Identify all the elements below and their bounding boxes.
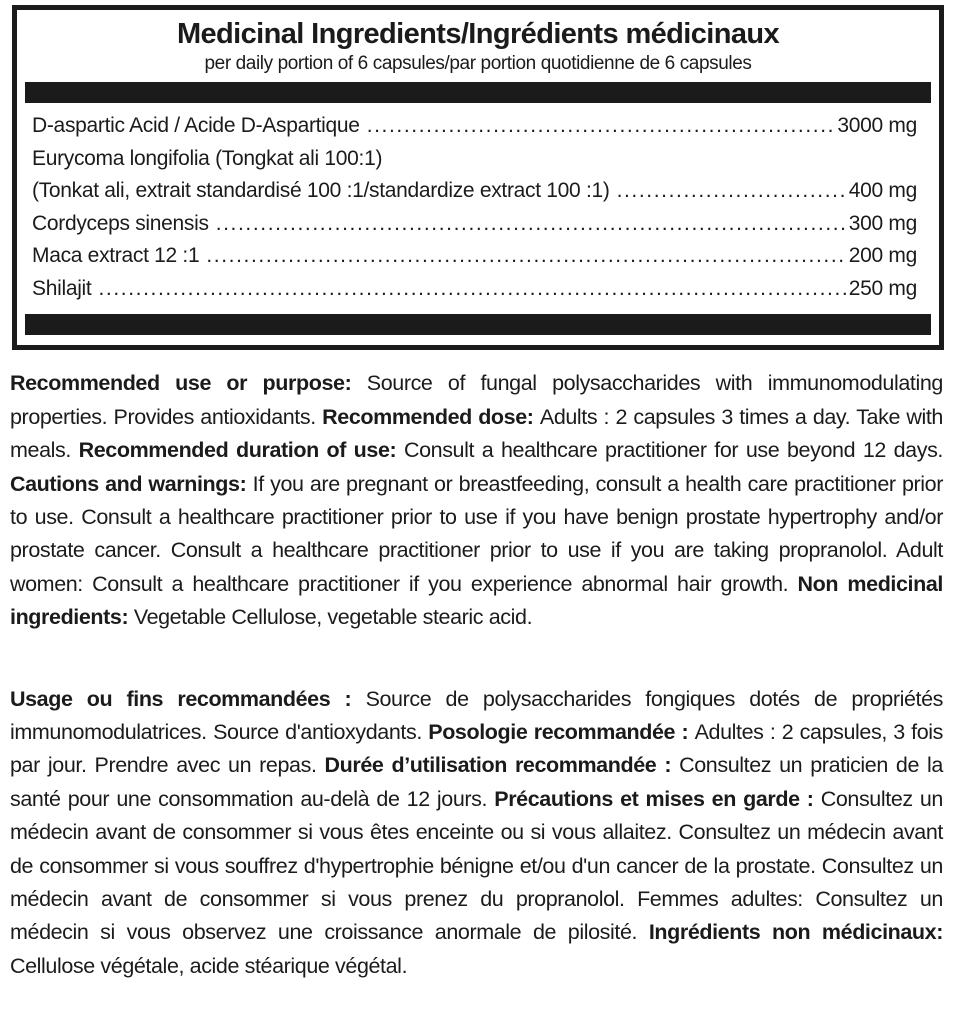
divider-bar-bottom <box>25 314 931 335</box>
bold-run: Non medicinal ingredients: <box>10 571 943 630</box>
bold-run: Durée d’utilisation recommandée : <box>324 753 680 778</box>
divider-bar-top <box>25 82 931 103</box>
bold-run: Cautions and warnings: <box>10 471 253 496</box>
ingredient-row <box>32 110 917 143</box>
bold-run: Ingrédients non médicinaux: <box>648 920 943 945</box>
bold-run: Précautions et mises en garde : <box>494 786 821 811</box>
ingredient-list <box>17 103 939 314</box>
dot-leader <box>98 273 846 306</box>
ingredient-name: Cordyceps sinensis <box>32 211 209 235</box>
ingredient-row <box>32 273 917 306</box>
panel-subtitle: per daily portion of 6 capsules/par portion quotidienne de 6 capsules <box>204 53 752 75</box>
panel-title: Medicinal Ingredients/Ingrédients médicinaux <box>176 18 780 50</box>
dot-leader <box>206 240 846 273</box>
ingredient-value: 300 mg <box>848 211 917 235</box>
ingredient-row <box>32 208 917 241</box>
ingredient-name: Shilajit <box>32 276 92 300</box>
ingredient-row <box>32 175 917 208</box>
dot-leader <box>617 175 847 208</box>
ingredient-name: Maca extract 12 :1 <box>32 244 200 268</box>
bold-run: Recommended use or purpose: <box>10 371 367 396</box>
text-run: Adults : 2 capsules 3 times a day. Take with meals. <box>10 404 943 463</box>
ingredient-row <box>32 143 917 176</box>
text-run: If you are pregnant or breastfeeding, consult a health care practitioner prior to use. Consult a healthcare practitioner prior to use if you have benign prostate hypertrophy and/or prostate cancer. Consult a healthcare practitioner prior to use if you are taking propranolol. Adult women: Consult a healthcare practitioner if you experience abnormal hair growth. <box>10 471 943 596</box>
medicinal-ingredients-panel <box>12 5 944 350</box>
ingredient-name: Eurycoma longifolia (Tongkat ali 100:1) <box>32 146 383 170</box>
text-run: Cellulose végétale, acide stéarique végétal. <box>10 953 408 978</box>
english-directions-paragraph <box>10 367 943 634</box>
bold-run: Posologie recommandée : <box>428 720 695 744</box>
ingredient-name: D-aspartic Acid / Acide D-Aspartique <box>32 114 360 138</box>
ingredient-row <box>32 240 917 273</box>
text-run: Source de polysaccharides fongiques dotés de propriétés immunomodulatrices. Source d'antioxydants. <box>10 686 943 744</box>
text-run: Vegetable Cellulose, vegetable stearic acid. <box>133 605 533 630</box>
text-run: Consultez un médecin avant de consommer si vous êtes enceinte ou si vous allaitez. Consultez un médecin avant de consommer si vous souffrez d'hypertrophie bénigne et/ou d'un cancer de la prostate. Consultez un médecin avant de consommer si vous prenez du propranolol. Femmes adultes: Consultez un médecin si vous observez une croissance anormale de pilosité. <box>10 786 943 945</box>
ingredient-value: 200 mg <box>848 244 917 268</box>
ingredient-value: 3000 mg <box>837 114 917 138</box>
french-directions-paragraph <box>10 683 943 984</box>
ingredient-value: 250 mg <box>848 276 917 300</box>
text-run: Consult a healthcare practitioner for use beyond 12 days. <box>403 438 944 463</box>
dot-leader <box>367 110 836 143</box>
dot-leader <box>216 208 847 241</box>
ingredient-value: 400 mg <box>848 179 917 203</box>
text-run: Adultes : 2 capsules, 3 fois par jour. Prendre avec un repas. <box>10 720 943 778</box>
text-run: Source of fungal polysaccharides with immunomodulating properties. Provides antioxidants. <box>10 371 943 429</box>
text-run: Consultez un praticien de la santé pour une consommation au-delà de 12 jours. <box>10 753 943 811</box>
bold-run: Recommended duration of use: <box>78 438 404 463</box>
ingredient-name: (Tonkat ali, extrait standardisé 100 :1/standardize extract 100 :1) <box>32 179 610 203</box>
bold-run: Recommended dose: <box>322 404 540 429</box>
bold-run: Usage ou fins recommandées : <box>10 686 366 711</box>
